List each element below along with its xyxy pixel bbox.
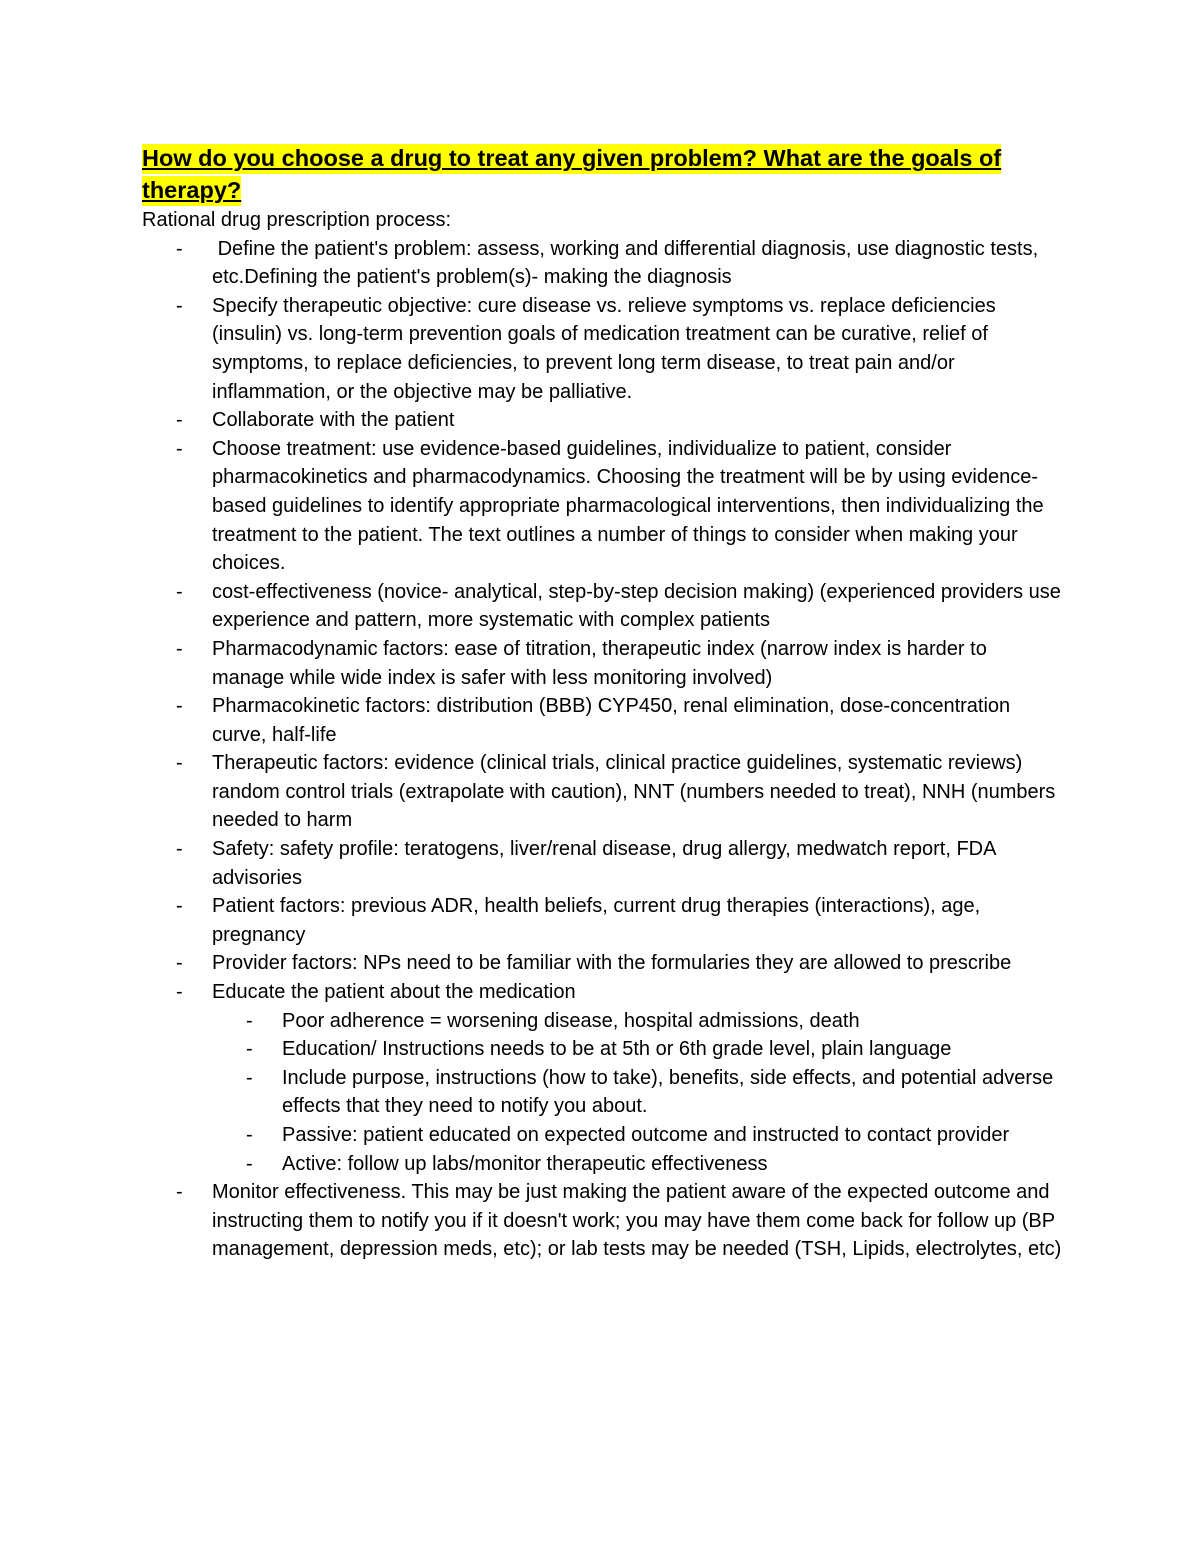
list-item (142, 949, 1062, 978)
bullet-dash: - (176, 437, 183, 460)
list-item-text: Pharmacodynamic factors: ease of titration, therapeutic index (narrow index is harder to manage while wide index is safer with less monitoring involved) (212, 637, 993, 689)
sub-list-item-text: Poor adherence = worsening disease, hospital admissions, death (282, 1009, 860, 1032)
sub-list-item (212, 1121, 1062, 1150)
bullet-dash: - (246, 1038, 253, 1061)
list-item (142, 749, 1062, 835)
list-item-text: Monitor effectiveness. This may be just making the patient aware of the expected outcome and instructing them to notify you if it doesn't work; you may have them come back for follow up (BP management, depression meds, etc); or lab tests may be needed (TSH, Lipids, electrolytes, etc) (212, 1181, 1062, 1261)
bullet-dash: - (176, 981, 183, 1004)
bullet-dash: - (176, 637, 183, 660)
list-item-text: Define the patient's problem: assess, working and differential diagnosis, use diagnostic tests, etc.Defining the patient's problem(s)- making the diagnosis (212, 237, 1044, 289)
list-item (142, 435, 1062, 578)
bullet-dash: - (176, 952, 183, 975)
sub-list-item (212, 1035, 1062, 1064)
bullet-dash: - (176, 895, 183, 918)
list-item-text: Provider factors: NPs need to be familiar with the formularies they are allowed to prescribe (212, 952, 1012, 975)
sub-bullet-list (212, 1007, 1062, 1179)
list-item-text: Patient factors: previous ADR, health beliefs, current drug therapies (interactions), age, pregnancy (212, 895, 986, 946)
bullet-dash: - (176, 580, 183, 603)
list-item-text: Specify therapeutic objective: cure disease vs. relieve symptoms vs. replace deficiencies (insulin) vs. long-term prevention goals of medication treatment can be curative, relief of symptoms, to replace deficiencies, to prevent long term disease, to treat pain and/or inflammation, or the objective may be palliative. (212, 294, 1002, 403)
list-item (142, 892, 1062, 949)
bullet-dash: - (176, 237, 183, 260)
list-item (142, 292, 1062, 406)
list-item (142, 235, 1062, 292)
sub-list-item (212, 1150, 1062, 1179)
list-item (142, 978, 1062, 1178)
list-item-text: Collaborate with the patient (212, 409, 455, 432)
bullet-dash: - (176, 752, 183, 775)
sub-list-item (212, 1007, 1062, 1036)
bullet-dash: - (176, 838, 183, 861)
list-item (142, 692, 1062, 749)
list-item (142, 406, 1062, 435)
list-item-text: Choose treatment: use evidence-based guidelines, individualize to patient, consider pharmacokinetics and pharmacodynamics. Choosing the treatment will be by using evidence-based guidelines to identify appropriate pharmacological interventions, then individualizing the treatment to the patient. The text outlines a number of things to consider when making your choices. (212, 437, 1050, 575)
list-item (142, 835, 1062, 892)
list-item (142, 1178, 1062, 1264)
list-item-text: Therapeutic factors: evidence (clinical trials, clinical practice guidelines, systematic reviews) random control trials (extrapolate with caution), NNT (numbers needed to treat), NNH (numbers needed to harm (212, 752, 1061, 832)
bullet-dash: - (246, 1152, 253, 1175)
list-item-text: Safety: safety profile: teratogens, liver/renal disease, drug allergy, medwatch report, FDA advisories (212, 838, 1001, 889)
list-item-text: cost-effectiveness (novice- analytical, step-by-step decision making) (experienced providers use experience and pattern, more systematic with complex patients (212, 580, 1067, 632)
sub-list-item-text: Include purpose, instructions (how to take), benefits, side effects, and potential adverse effects that they need to notify you about. (282, 1066, 1054, 1118)
sub-list-item-text: Passive: patient educated on expected outcome and instructed to contact provider (282, 1124, 1010, 1146)
bullet-dash: - (176, 294, 183, 317)
list-item (142, 635, 1062, 692)
sub-list-item (212, 1064, 1062, 1121)
bullet-dash: - (246, 1124, 253, 1146)
page-title (142, 142, 1062, 206)
main-bullet-list (142, 235, 1067, 1264)
list-item (142, 578, 1067, 635)
bullet-dash: - (176, 1181, 183, 1204)
sub-list-item-text: Active: follow up labs/monitor therapeutic effectiveness (282, 1152, 768, 1175)
highlighted-heading-text: How do you choose a drug to treat any given problem? What are the goals of therapy? (142, 144, 1001, 206)
document-content (142, 142, 1067, 1264)
bullet-dash: - (176, 409, 183, 432)
bullet-dash: - (246, 1009, 253, 1032)
list-item-text: Educate the patient about the medication (212, 981, 576, 1004)
list-item-text: Pharmacokinetic factors: distribution (BBB) CYP450, renal elimination, dose-concentration curve, half-life (212, 695, 1016, 746)
sub-list-item-text: Education/ Instructions needs to be at 5th or 6th grade level, plain language (282, 1038, 952, 1061)
bullet-dash: - (176, 695, 183, 718)
intro-text: Rational drug prescription process: (142, 209, 452, 231)
bullet-dash: - (246, 1066, 253, 1089)
